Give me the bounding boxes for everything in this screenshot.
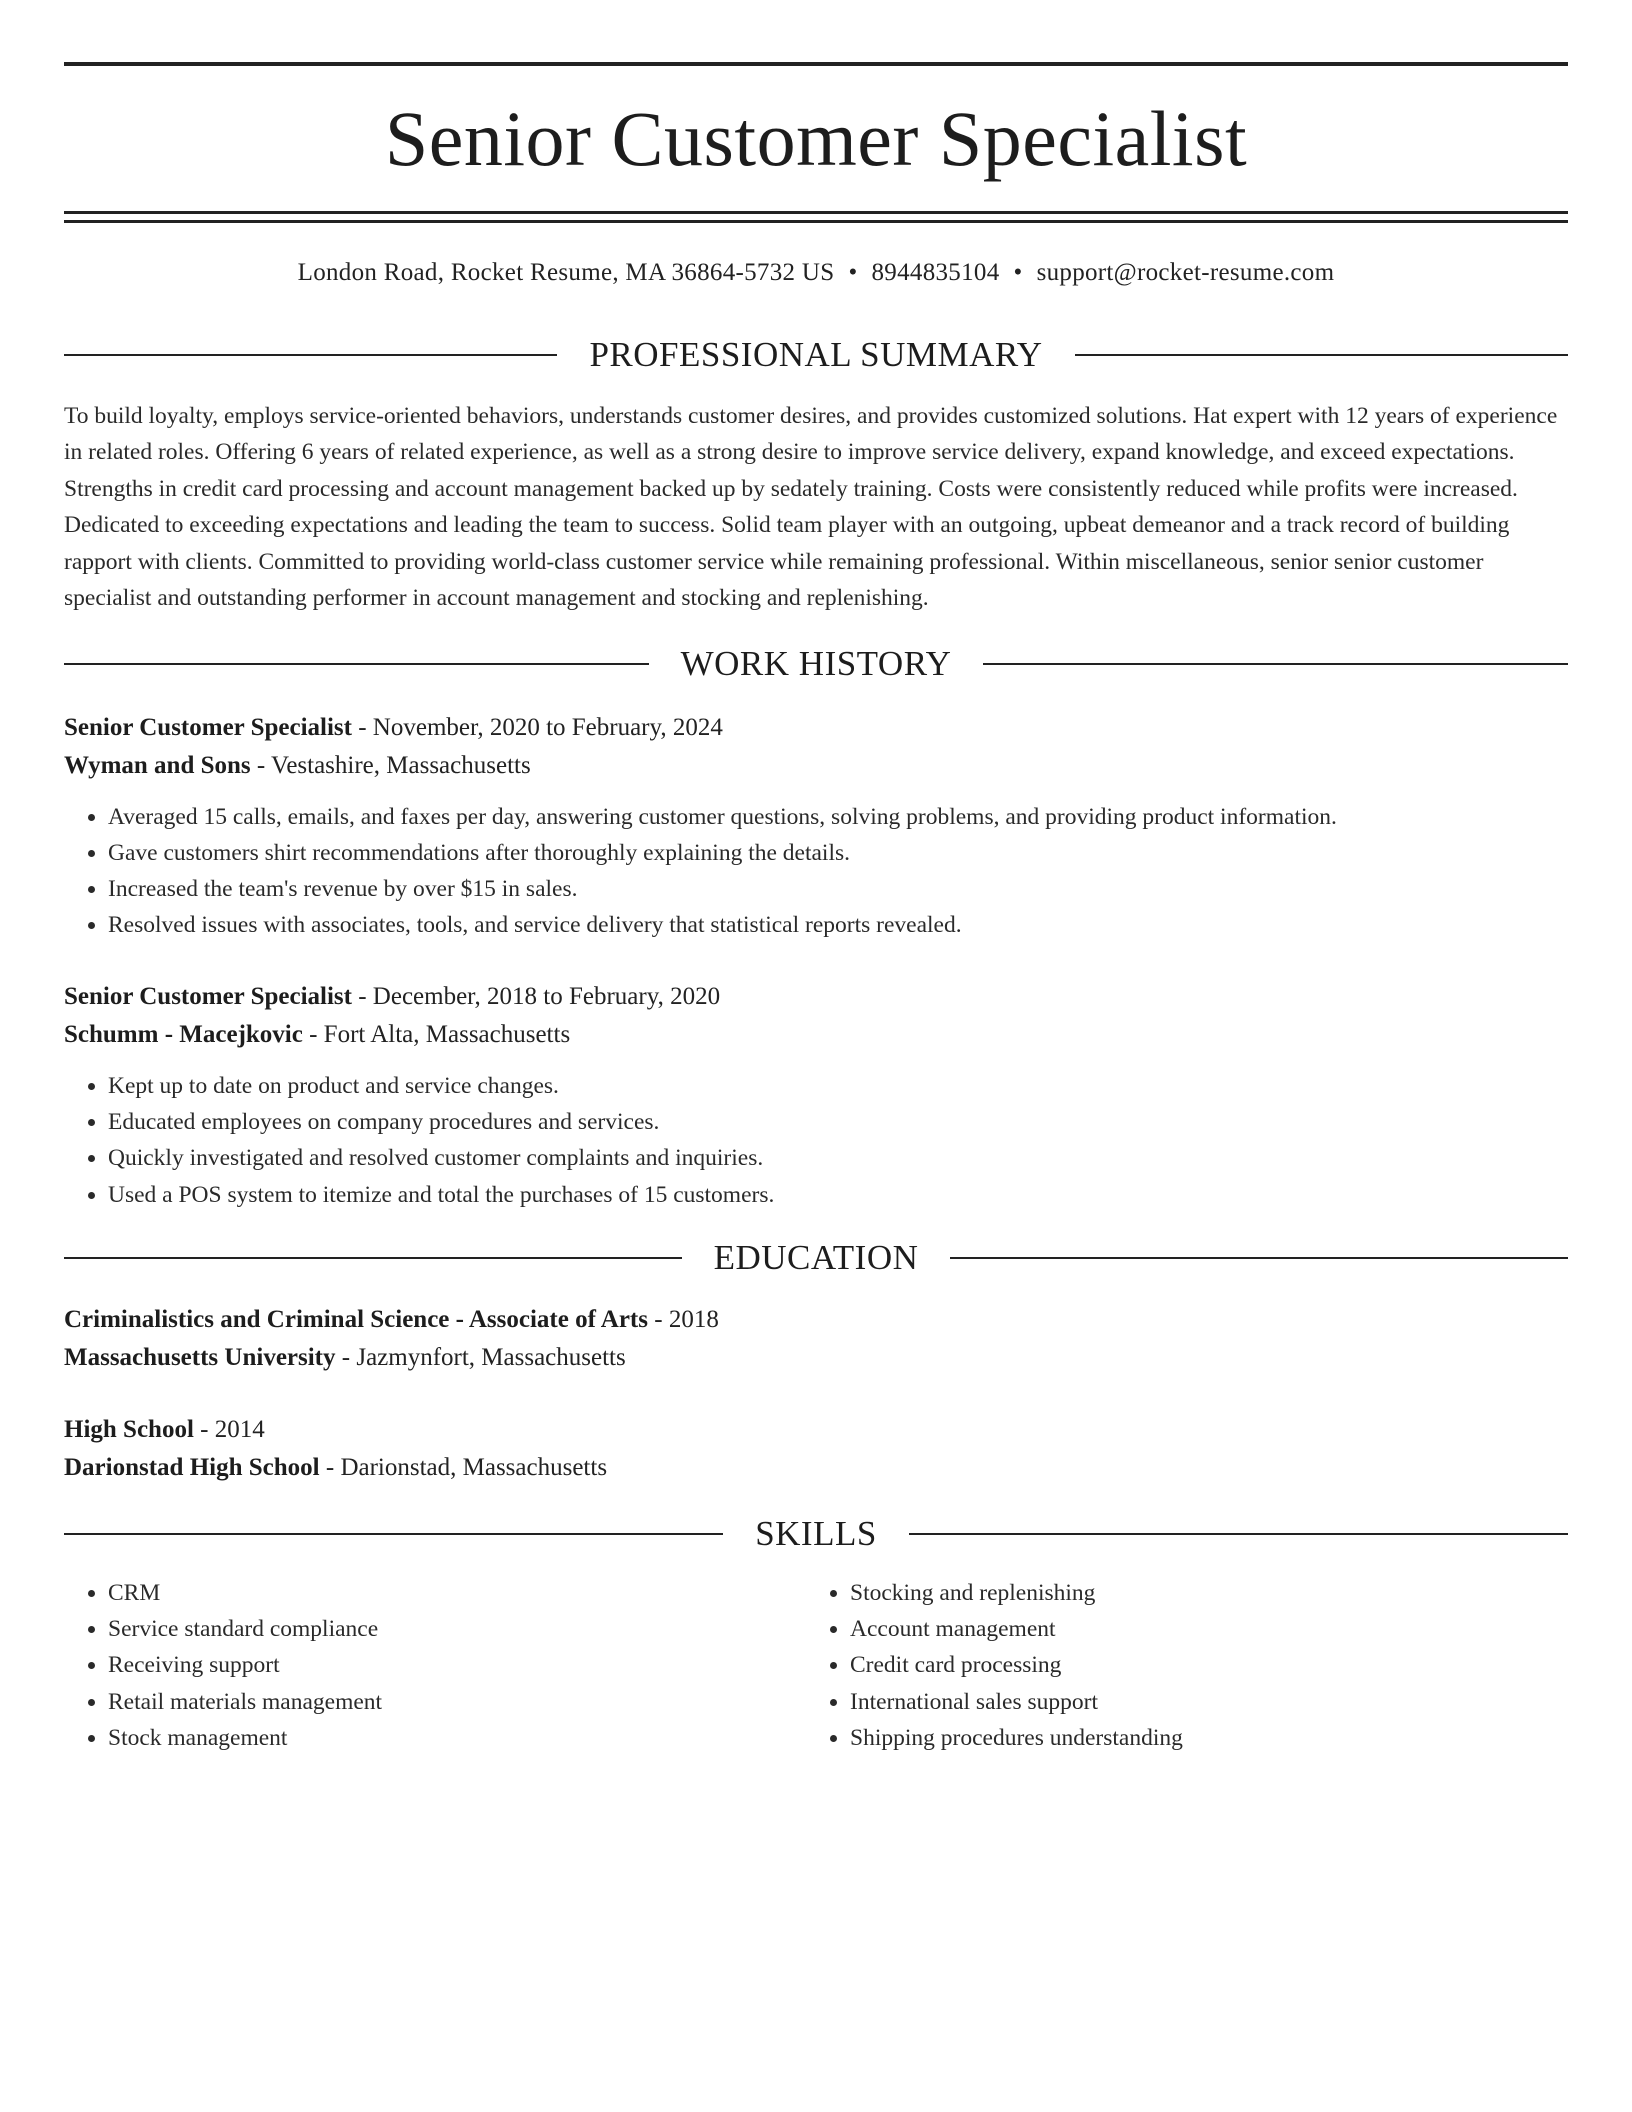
heading-rule [64, 1533, 723, 1535]
contact-separator: • [1013, 259, 1023, 286]
job-bullet: • Resolved issues with associates, tools, and service delivery that statistical reports revealed. [108, 907, 1568, 943]
job-company: Wyman and Sons [64, 751, 251, 779]
heading-rule [64, 1257, 682, 1259]
job-title-line: Senior Customer Specialist - November, 2020 to February, 2024 [64, 713, 723, 741]
contact-email: support@rocket-resume.com [1036, 259, 1335, 286]
skill-item: • Credit card processing [850, 1647, 1568, 1683]
summary-heading [64, 334, 1568, 376]
contact-phone: 8944835104 [871, 259, 1000, 286]
job-title-line: Senior Customer Specialist - December, 2018 to February, 2020 [64, 982, 721, 1010]
job-entry [64, 978, 1568, 1213]
education-degree: Criminalistics and Criminal Science - Associate of Arts [64, 1305, 648, 1333]
contact-address: London Road, Rocket Resume, MA 36864-5732 US [297, 259, 835, 286]
contact-separator: • [848, 259, 858, 286]
work-title: WORK HISTORY [680, 643, 952, 683]
education-school: Massachusetts University [64, 1343, 336, 1371]
skill-item: • Service standard compliance [108, 1611, 806, 1647]
skill-item: • Receiving support [108, 1647, 806, 1683]
skills-column-right [806, 1575, 1568, 1756]
job-bullets [64, 799, 1568, 944]
resume-page [64, 0, 1568, 1756]
contact-line [64, 257, 1568, 290]
education-location: Darionstad, Massachusetts [340, 1453, 608, 1481]
education-year: 2018 [668, 1305, 719, 1333]
education-title: EDUCATION [713, 1237, 919, 1277]
skill-item: • CRM [108, 1575, 806, 1611]
job-bullet: • Gave customers shirt recommendations after thoroughly explaining the details. [108, 835, 1568, 871]
skill-item: • Retail materials management [108, 1684, 806, 1720]
heading-rule [64, 663, 649, 665]
skill-item: • International sales support [850, 1684, 1568, 1720]
education-entry [64, 1411, 1568, 1487]
skills-column-left [64, 1575, 806, 1756]
job-company-line: Wyman and Sons - Vestashire, Massachusetts [64, 751, 531, 779]
top-rule [64, 62, 1568, 66]
heading-rule [64, 354, 557, 356]
summary-text: To build loyalty, employs service-oriented behaviors, understands customer desires, and provides customized solutions. Hat expert with 12 years of experience in related roles. Offering 6 years of related experience, as well as a strong desire to improve service delivery, expand knowledge, and exceed expectations. Strengths in credit card processing and account management backed up by sedately training. Costs were consistently reduced while profits were increased. Dedicated to exceeding expectations and leading the team to success. Solid team player with an outgoing, upbeat demeanor and a track record of building rapport with clients. Committed to providing world-class customer service while remaining professional. Within miscellaneous, senior senior customer specialist and outstanding performer in account management and stocking and replenishing. [64, 402, 1558, 611]
job-position: Senior Customer Specialist [64, 713, 352, 741]
education-location: Jazmynfort, Massachusetts [356, 1343, 626, 1371]
skills-title: SKILLS [755, 1513, 877, 1553]
education-heading [64, 1237, 1568, 1279]
education-school: Darionstad High School [64, 1453, 320, 1481]
job-bullet: • Kept up to date on product and service changes. [108, 1068, 1568, 1104]
job-location: Vestashire, Massachusetts [271, 751, 531, 779]
skills-heading [64, 1513, 1568, 1555]
skills-list [64, 1575, 806, 1756]
job-dates: November, 2020 to February, 2024 [372, 713, 723, 741]
education-degree-line: High School - 2014 [64, 1415, 265, 1443]
education-degree: High School [64, 1415, 194, 1443]
job-bullet: • Averaged 15 calls, emails, and faxes per day, answering customer questions, solving problems, and providing product information. [108, 799, 1568, 835]
job-location: Fort Alta, Massachusetts [323, 1020, 571, 1048]
skill-item: • Shipping procedures understanding [850, 1720, 1568, 1756]
resume-name: Senior Customer Specialist [384, 95, 1248, 182]
job-bullet: • Quickly investigated and resolved customer complaints and inquiries. [108, 1140, 1568, 1176]
skills-grid [64, 1575, 1568, 1756]
job-bullet: • Increased the team's revenue by over $15 in sales. [108, 871, 1568, 907]
skill-item: • Account management [850, 1611, 1568, 1647]
education-school-line: Massachusetts University - Jazmynfort, Massachusetts [64, 1343, 626, 1371]
work-heading [64, 643, 1568, 685]
job-bullet: • Used a POS system to itemize and total the purchases of 15 customers. [108, 1177, 1568, 1213]
education-year: 2014 [214, 1415, 265, 1443]
heading-rule [909, 1533, 1568, 1535]
skill-item: • Stocking and replenishing [850, 1575, 1568, 1611]
job-position: Senior Customer Specialist [64, 982, 352, 1010]
double-rule [64, 211, 1568, 223]
education-degree-line: Criminalistics and Criminal Science - Associate of Arts - 2018 [64, 1305, 719, 1333]
heading-rule [950, 1257, 1568, 1259]
heading-rule [1075, 354, 1568, 356]
job-entry [64, 709, 1568, 944]
heading-rule [983, 663, 1568, 665]
education-school-line: Darionstad High School - Darionstad, Massachusetts [64, 1453, 608, 1481]
job-company: Schumm - Macejkovic [64, 1020, 303, 1048]
job-bullet: • Educated employees on company procedures and services. [108, 1104, 1568, 1140]
job-bullets [64, 1068, 1568, 1213]
skills-list [806, 1575, 1568, 1756]
job-dates: December, 2018 to February, 2020 [372, 982, 721, 1010]
education-entry [64, 1301, 1568, 1377]
skill-item: • Stock management [108, 1720, 806, 1756]
job-company-line: Schumm - Macejkovic - Fort Alta, Massachusetts [64, 1020, 571, 1048]
summary-title: PROFESSIONAL SUMMARY [589, 334, 1043, 374]
